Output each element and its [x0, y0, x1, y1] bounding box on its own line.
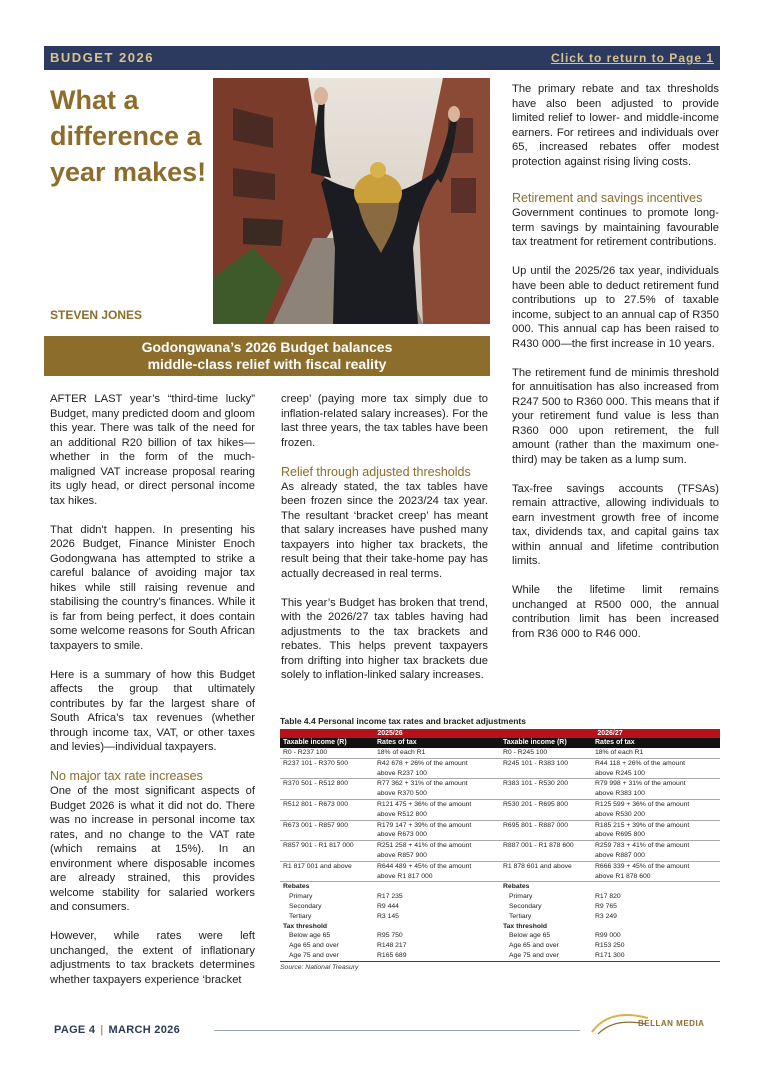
income-range-2025: R370 501 - R512 800	[283, 780, 348, 788]
table-row	[280, 912, 720, 922]
table-row	[280, 800, 720, 810]
rate-2026: R185 215 + 39% of the amount	[595, 821, 690, 829]
subheading: Retirement and savings incentives	[512, 191, 703, 205]
table-row	[280, 951, 720, 961]
row-label: Below age 65	[289, 932, 331, 940]
article-photo	[213, 78, 490, 324]
subheading: No major tax rate increases	[50, 769, 203, 783]
author-byline: STEVEN JONES	[50, 308, 143, 322]
rate-2026: R125 599 + 36% of the amount	[595, 800, 690, 808]
row-label: Below age 65	[509, 932, 551, 940]
income-range-2026: R530 201 - R695 800	[503, 800, 568, 808]
empty-cell	[280, 810, 374, 820]
article-column-3	[512, 82, 719, 656]
issue-date: MARCH 2026	[108, 1024, 180, 1036]
rate-2026: R259 783 + 41% of the amount	[595, 842, 690, 850]
rate-2026-cont: above R1 878 600	[595, 872, 651, 880]
rate-2025-cont: above R512 800	[377, 810, 427, 818]
paragraph: While the lifetime limit remains unchanged at R500 000, the annual contribution limit has been increased from R36 000 to R46 000.	[512, 584, 719, 640]
value-2026: R9 765	[595, 902, 617, 910]
rate-2025-cont: above R237 100	[377, 769, 427, 777]
income-range-2025: R1 817 001 and above	[283, 862, 352, 870]
table-row-continuation	[280, 851, 720, 862]
col-taxable-income: Taxable income (R)	[503, 739, 567, 746]
paragraph: Tax-free savings accounts (TFSAs) remain attractive, allowing individuals to earn investment growth free of income tax, dividends tax, and capital gains tax within annual and lifetime contribution limits.	[512, 482, 719, 567]
income-range-2026: R695 801 - R887 000	[503, 821, 568, 829]
subheadline-line-2: middle-class relief with fiscal reality	[147, 356, 387, 372]
threshold-rows	[280, 931, 720, 960]
table-row	[280, 779, 720, 789]
row-label: Primary	[289, 893, 313, 901]
row-label: Primary	[509, 893, 533, 901]
rate-2025: R644 489 + 45% of the amount	[377, 862, 472, 870]
section-title: BUDGET 2026	[50, 50, 154, 65]
income-range-2025: R0 - R237 100	[283, 749, 328, 756]
rate-2025: R121 475 + 36% of the amount	[377, 800, 472, 808]
empty-cell	[500, 769, 592, 779]
row-label: Secondary	[509, 902, 542, 910]
threshold-label: Tax threshold	[283, 922, 328, 930]
value-2026: R3 249	[595, 912, 617, 920]
paragraph: That didn't happen. In presenting his 2026 Budget, Finance Minister Enoch Godongwana has attempted to strike a careful balance of avoiding major tax hikes while still raising revenue and stabilising the country’s finances. While it is far from being perfect, it does contain some welcome reasons for South African taxpayers to smile.	[50, 523, 255, 652]
year-2025-26: 2025/26	[377, 730, 403, 737]
value-2025: R95 750	[377, 932, 403, 940]
table-row	[280, 841, 720, 851]
empty-cell	[500, 810, 592, 820]
rate-2026-cont: above R530 200	[595, 810, 645, 818]
table-row-continuation	[280, 810, 720, 821]
rate-2025: R251 258 + 41% of the amount	[377, 842, 472, 850]
table-row	[280, 941, 720, 951]
value-2025: R9 444	[377, 902, 399, 910]
col-taxable-income: Taxable income (R)	[283, 739, 347, 746]
rate-2026: 18% of each R1	[595, 749, 644, 756]
empty-cell	[280, 789, 374, 799]
income-range-2026: R1 878 601 and above	[503, 862, 572, 870]
empty-cell	[280, 769, 374, 779]
table-row	[280, 748, 720, 758]
table-year-header	[280, 729, 720, 738]
subheadline-banner	[44, 336, 490, 376]
empty-cell	[500, 851, 592, 861]
rate-2025: 18% of each R1	[377, 749, 426, 756]
paragraph: As already stated, the tax tables have been frozen since the 2023/24 tax year. The resultant ‘bracket creep’ has meant that salary increases have pushed many taxpayers into higher tax brackets, the result being that their take-home pay has actually decreased in real terms.	[281, 480, 488, 580]
row-label: Age 65 and over	[289, 942, 339, 950]
value-2025: R3 145	[377, 912, 399, 920]
table-row	[280, 759, 720, 769]
empty-cell	[280, 851, 374, 861]
footer-separator: |	[100, 1024, 104, 1036]
paragraph: However, while rates were left unchanged, the extent of inflationary adjustments to tax brackets determines whether taxpayers experience ‘bracket	[50, 930, 255, 986]
empty-cell	[280, 830, 374, 840]
table-row	[280, 931, 720, 941]
col-rates: Rates of tax	[595, 739, 635, 746]
rate-2026-cont: above R887 000	[595, 851, 645, 859]
paragraph: Up until the 2025/26 tax year, individuals have been able to deduct retirement fund contributions up to 27.5% of taxable income, subject to an annual cap of R350 000. This annual cap has been raised to R430 000—the first increase in 10 years.	[512, 265, 719, 350]
income-range-2025: R237 101 - R370 500	[283, 759, 348, 767]
table-row	[280, 862, 720, 872]
year-2026-27: 2026/27	[597, 730, 623, 737]
rate-2025-cont: above R857 900	[377, 851, 427, 859]
table-column-header	[280, 738, 720, 748]
paragraph: The retirement fund de minimis threshold for annuitisation has also increased from R247 500 to R360 000. This means that if your retirement fund value is less than R360 000 upon retirement, the full amount (rather than the maximum one-third) may be taken as a lump sum.	[512, 366, 719, 466]
page-number: PAGE 4	[54, 1024, 96, 1036]
page-footer	[54, 1024, 180, 1036]
value-2025: R17 235	[377, 893, 403, 901]
empty-cell	[500, 872, 592, 882]
logo-text: BELLAN MEDIA	[638, 1019, 705, 1028]
col-rates: Rates of tax	[377, 739, 417, 746]
table-bottom-rule	[280, 961, 720, 962]
rate-2025: R77 362 + 31% of the amount	[377, 780, 468, 788]
threshold-label: Tax threshold	[503, 922, 548, 930]
subheading: Relief through adjusted thresholds	[281, 464, 471, 479]
rate-2026: R44 118 + 26% of the amount	[595, 759, 685, 767]
income-range-2025: R857 901 - R1 817 000	[283, 842, 354, 850]
rate-2025-cont: above R1 817 000	[377, 872, 433, 880]
row-label: Age 75 and over	[509, 951, 559, 959]
section-header-bar	[44, 46, 720, 70]
table-row	[280, 821, 720, 831]
rebate-rows	[280, 892, 720, 921]
value-2026: R171 300	[595, 951, 625, 959]
rate-2026: R666 339 + 45% of the amount	[595, 862, 690, 870]
bracket-rows	[280, 748, 720, 882]
return-to-page-1-link[interactable]: Click to return to Page 1	[550, 51, 714, 65]
income-range-2026: R383 101 - R530 200	[503, 780, 568, 788]
paragraph: creep’ (paying more tax simply due to inflation-related salary increases). For the last three years, the tax tables have been frozen.	[281, 393, 488, 449]
empty-cell	[500, 830, 592, 840]
income-range-2025: R512 801 - R673 000	[283, 800, 348, 808]
threshold-heading-row	[280, 922, 720, 932]
table-row	[280, 892, 720, 902]
rebates-label: Rebates	[503, 883, 530, 891]
article-headline: What a difference a year makes!	[50, 85, 207, 187]
table-source: Source: National Treasury	[280, 963, 359, 971]
table-title: Table 4.4 Personal income tax rates and bracket adjustments	[280, 716, 526, 726]
row-label: Tertiary	[509, 912, 532, 920]
row-label: Age 75 and over	[289, 951, 339, 959]
table-row-continuation	[280, 872, 720, 883]
row-label: Secondary	[289, 902, 322, 910]
table-row-continuation	[280, 769, 720, 780]
rate-2025: R42 678 + 26% of the amount	[377, 759, 468, 767]
empty-cell	[500, 789, 592, 799]
rate-2025-cont: above R370 500	[377, 790, 427, 798]
value-2026: R153 250	[595, 942, 625, 950]
subheadline-line-1: Godongwana’s 2026 Budget balances	[141, 339, 393, 355]
row-label: Age 65 and over	[509, 942, 559, 950]
income-range-2026: R245 101 - R383 100	[503, 759, 568, 767]
rebates-heading-row	[280, 882, 720, 892]
paragraph: AFTER LAST year’s “third-time lucky” Budget, many predicted doom and gloom this year. There was talk of the need for an additional R20 billion of tax hikes—whether in the form of the much-maligned VAT increase proposal rearing its ugly head, or direct personal income tax hikes.	[50, 393, 255, 507]
paragraph: Here is a summary of how this Budget affects the group that ultimately contributes by far the largest share of South Africa’s tax revenues (whether through income tax, VAT, or other taxes and levies)—individual taxpayers.	[50, 668, 255, 753]
rate-2025: R179 147 + 39% of the amount	[377, 821, 472, 829]
rate-2026-cont: above R695 800	[595, 831, 645, 839]
value-2026: R17 820	[595, 893, 621, 901]
paragraph: This year’s Budget has broken that trend, with the 2026/27 tax tables having had adjustments to the tax brackets and rebates. This helps prevent taxpayers from drifting into higher tax brackets due solely to inflation-linked salary increases.	[281, 596, 488, 681]
value-2025: R165 689	[377, 951, 407, 959]
paragraph: One of the most significant aspects of Budget 2026 is what it did not do. There was no increase in personal income tax rates, and no change to the VAT rate (which remains at 15%). In an environment where disposable incomes are already strained, this provides welcome stability for salaried workers and consumers.	[50, 785, 255, 913]
income-range-2025: R673 001 - R857 900	[283, 821, 348, 829]
article-column-1	[50, 392, 255, 1002]
table-row-continuation	[280, 830, 720, 841]
rebates-label: Rebates	[283, 883, 310, 891]
footer-rule	[214, 1030, 580, 1031]
value-2026: R99 000	[595, 932, 621, 940]
empty-cell	[280, 872, 374, 882]
table-row-continuation	[280, 789, 720, 800]
rate-2026: R79 998 + 31% of the amount	[595, 780, 686, 788]
paragraph: Government continues to promote long-term savings by maintaining favourable tax treatment for retirement contributions.	[512, 207, 719, 248]
value-2025: R148 217	[377, 942, 407, 950]
table-row	[280, 902, 720, 912]
article-column-2	[281, 392, 488, 697]
rate-2026-cont: above R245 100	[595, 769, 645, 777]
income-range-2026: R0 - R245 100	[503, 749, 548, 756]
tax-rates-table	[280, 716, 720, 971]
paragraph: The primary rebate and tax thresholds have also been adjusted to provide limited relief to lower- and middle-income earners. For retirees and individuals over 65, increased rebates offer modest protection against rising living costs.	[512, 83, 719, 168]
publisher-logo	[590, 1010, 720, 1036]
rate-2026-cont: above R383 100	[595, 790, 645, 798]
rate-2025-cont: above R673 000	[377, 831, 427, 839]
woman-in-street-illustration	[213, 78, 490, 324]
income-range-2026: R887 001 - R1 878 600	[503, 842, 574, 850]
row-label: Tertiary	[289, 912, 312, 920]
